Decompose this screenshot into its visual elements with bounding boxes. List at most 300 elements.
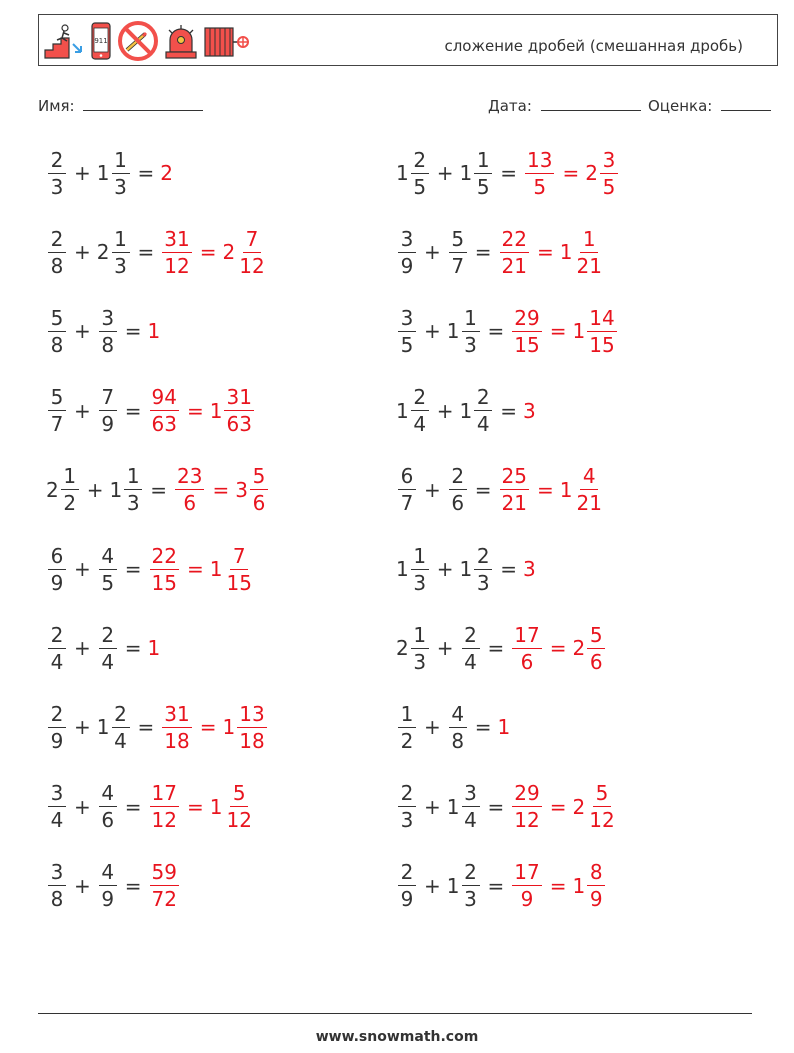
fraction <box>462 781 480 833</box>
date-field <box>488 96 641 115</box>
fraction <box>48 385 66 437</box>
answer-value <box>510 860 543 912</box>
numerator: 3 <box>600 150 618 174</box>
whole-part: 1 <box>446 794 460 819</box>
mixed-number <box>109 464 145 516</box>
mixed-number <box>396 781 418 833</box>
numerator: 25 <box>501 464 527 489</box>
denominator: 15 <box>514 332 540 357</box>
equals-sign: = <box>549 794 567 819</box>
fraction <box>150 543 179 595</box>
fraction <box>162 226 191 278</box>
numerator: 22 <box>151 543 177 568</box>
problem-item <box>396 301 619 361</box>
answer-value <box>209 543 256 595</box>
fraction <box>587 781 616 833</box>
denominator: 18 <box>239 728 265 753</box>
denominator: 21 <box>501 491 527 516</box>
denominator: 5 <box>400 332 414 357</box>
equals-sign: = <box>137 715 155 740</box>
numerator: 29 <box>514 305 540 330</box>
equals-sign: = <box>474 715 492 740</box>
whole-part: 1 <box>459 398 473 423</box>
mixed-number <box>46 385 68 437</box>
stairs-exit-icon <box>43 22 85 60</box>
denominator: 15 <box>151 570 177 595</box>
numerator: 1 <box>580 229 598 253</box>
answer-value <box>222 701 268 753</box>
fraction <box>512 622 541 674</box>
fraction <box>99 860 117 912</box>
mixed-number <box>96 147 132 199</box>
denominator: 2 <box>400 728 414 753</box>
fraction <box>150 781 179 833</box>
denominator: 63 <box>226 412 252 437</box>
numerator: 4 <box>99 783 117 807</box>
plus-sign: + <box>436 161 454 185</box>
whole-part: 2 <box>572 794 586 819</box>
answer-value <box>498 226 531 278</box>
fraction <box>61 464 79 516</box>
equals-sign: = <box>474 477 492 502</box>
numerator: 59 <box>151 860 177 885</box>
fraction <box>449 464 467 516</box>
numerator: 4 <box>99 862 117 886</box>
equals-sign: = <box>186 794 204 819</box>
equals-sign: = <box>562 161 580 185</box>
mixed-number <box>97 860 119 912</box>
fraction <box>411 147 429 199</box>
mixed-number <box>46 226 68 278</box>
fraction <box>150 860 179 912</box>
denominator: 12 <box>151 808 177 833</box>
denominator: 3 <box>50 174 64 199</box>
mixed-number <box>46 781 68 833</box>
denominator: 3 <box>114 253 127 278</box>
problem-item <box>396 381 536 441</box>
fraction <box>162 701 191 753</box>
answer-value <box>559 464 606 516</box>
mixed-number <box>396 860 418 912</box>
numerator: 1 <box>112 150 130 174</box>
denominator: 5 <box>413 174 427 199</box>
mixed-number <box>396 226 418 278</box>
answer-value <box>510 622 543 674</box>
whole-part: 1 <box>109 477 123 502</box>
numerator: 2 <box>48 229 66 253</box>
fraction <box>48 781 66 833</box>
numerator: 22 <box>501 226 527 251</box>
denominator: 9 <box>50 728 64 753</box>
mixed-number <box>447 464 469 516</box>
answer-value <box>209 781 256 833</box>
numerator: 2 <box>48 625 66 649</box>
whole-part: 3 <box>523 557 536 581</box>
numerator: 5 <box>48 308 66 332</box>
answer-value <box>572 622 607 674</box>
numerator: 3 <box>398 308 416 332</box>
fraction <box>398 464 416 516</box>
denominator: 3 <box>464 887 477 912</box>
no-smoking-icon <box>117 20 159 62</box>
grade-field <box>648 96 771 115</box>
mixed-number <box>396 305 418 357</box>
numerator: 1 <box>398 704 416 728</box>
numerator: 5 <box>587 625 605 649</box>
denominator: 5 <box>533 174 547 199</box>
numerator: 31 <box>164 226 190 251</box>
answer-value <box>498 464 531 516</box>
mixed-number <box>396 622 431 674</box>
equals-sign: = <box>500 557 517 581</box>
grade-label: Оценка: <box>648 97 713 115</box>
answer-value <box>585 147 620 199</box>
whole-part: 1 <box>446 319 460 344</box>
denominator: 12 <box>164 253 190 278</box>
answer-value <box>572 781 618 833</box>
whole-part: 1 <box>147 636 161 661</box>
problem-item <box>396 777 619 837</box>
fraction <box>474 385 492 437</box>
fraction <box>99 305 117 357</box>
mixed-number <box>46 147 68 199</box>
equals-sign: = <box>137 240 155 265</box>
denominator: 8 <box>451 728 465 753</box>
denominator: 9 <box>520 887 534 912</box>
mixed-number <box>459 385 495 437</box>
mixed-number <box>46 464 81 516</box>
denominator: 5 <box>602 174 616 199</box>
plus-sign: + <box>424 319 441 344</box>
denominator: 12 <box>226 808 252 833</box>
answer-value <box>148 636 161 660</box>
denominator: 6 <box>183 491 197 516</box>
plus-sign: + <box>74 873 91 898</box>
fraction <box>250 464 268 516</box>
numerator: 14 <box>589 305 615 330</box>
denominator: 4 <box>101 649 115 674</box>
denominator: 4 <box>476 412 490 437</box>
numerator: 8 <box>587 862 605 886</box>
whole-part: 2 <box>222 240 236 265</box>
answer-value <box>572 860 607 912</box>
denominator: 6 <box>520 649 534 674</box>
fraction <box>474 543 492 595</box>
numerator: 4 <box>99 546 117 570</box>
equals-sign: = <box>487 873 505 898</box>
denominator: 15 <box>226 570 252 595</box>
mixed-number <box>46 701 68 753</box>
numerator: 4 <box>449 704 467 728</box>
equals-sign: = <box>536 477 554 502</box>
numerator: 5 <box>250 466 268 490</box>
denominator: 12 <box>589 808 615 833</box>
numerator: 2 <box>48 150 66 174</box>
whole-part: 1 <box>396 161 409 185</box>
mixed-number <box>396 385 431 437</box>
plus-sign: + <box>436 636 454 661</box>
mixed-number <box>446 305 482 357</box>
denominator: 9 <box>400 253 414 278</box>
numerator: 13 <box>527 147 553 172</box>
whole-part: 1 <box>209 794 223 819</box>
fraction <box>99 543 117 595</box>
numerator: 17 <box>151 781 177 806</box>
mixed-number <box>459 543 495 595</box>
plus-sign: + <box>424 477 441 502</box>
answer-value <box>559 226 606 278</box>
denominator: 7 <box>451 253 465 278</box>
fraction <box>512 781 541 833</box>
name-blank <box>83 96 203 111</box>
denominator: 8 <box>101 332 115 357</box>
plus-sign: + <box>86 477 104 502</box>
denominator: 21 <box>501 253 527 278</box>
numerator: 5 <box>230 783 248 807</box>
answer-value <box>148 781 181 833</box>
denominator: 3 <box>400 808 414 833</box>
numerator: 5 <box>593 783 611 807</box>
denominator: 72 <box>151 887 177 912</box>
fraction <box>112 147 130 199</box>
equals-sign: = <box>212 477 230 502</box>
equals-sign: = <box>487 319 505 344</box>
whole-part: 1 <box>396 557 409 581</box>
denominator: 12 <box>514 808 540 833</box>
plus-sign: + <box>424 794 441 819</box>
fraction <box>462 622 480 674</box>
fraction <box>224 543 253 595</box>
plus-sign: + <box>436 398 454 423</box>
whole-part: 1 <box>396 398 409 423</box>
whole-part: 1 <box>446 873 460 898</box>
fraction <box>48 860 66 912</box>
whole-part: 2 <box>585 161 598 185</box>
equals-sign: = <box>124 557 142 581</box>
denominator: 7 <box>50 412 64 437</box>
numerator: 31 <box>226 385 252 410</box>
plus-sign: + <box>424 240 441 265</box>
denominator: 7 <box>400 491 414 516</box>
numerator: 1 <box>61 466 79 490</box>
problem-item <box>46 618 160 678</box>
plus-sign: + <box>436 557 454 581</box>
mixed-number <box>97 622 119 674</box>
denominator: 3 <box>126 491 140 516</box>
numerator: 3 <box>462 783 480 807</box>
equals-sign: = <box>124 319 142 344</box>
denominator: 9 <box>589 887 603 912</box>
answer-value <box>209 385 256 437</box>
numerator: 94 <box>151 385 177 410</box>
footer-url: www.snowmath.com <box>315 1029 479 1045</box>
denominator: 8 <box>50 332 64 357</box>
whole-part: 1 <box>209 398 223 423</box>
date-blank <box>541 96 641 111</box>
fraction <box>411 543 429 595</box>
whole-part: 1 <box>96 715 110 740</box>
numerator: 2 <box>474 546 492 570</box>
denominator: 6 <box>252 491 266 516</box>
equals-sign: = <box>549 873 567 898</box>
denominator: 8 <box>50 253 64 278</box>
fraction <box>48 622 66 674</box>
problem-item <box>46 222 269 282</box>
fire-hose-reel-icon <box>203 22 249 60</box>
whole-part: 1 <box>147 319 161 344</box>
fraction <box>112 701 130 753</box>
fraction <box>449 226 467 278</box>
answer-value <box>173 464 206 516</box>
numerator: 2 <box>112 704 130 728</box>
answer-value <box>160 226 193 278</box>
equals-sign: = <box>137 161 155 185</box>
fraction <box>462 305 480 357</box>
whole-part: 1 <box>459 557 473 581</box>
equals-sign: = <box>186 557 204 581</box>
plus-sign: + <box>74 161 91 185</box>
answer-value <box>572 305 618 357</box>
answer-value <box>222 226 268 278</box>
problem-item <box>396 222 606 282</box>
equals-sign: = <box>474 240 492 265</box>
numerator: 13 <box>239 701 265 726</box>
numerator: 17 <box>514 860 540 885</box>
equals-sign: = <box>124 398 142 423</box>
denominator: 9 <box>50 570 64 595</box>
mixed-number <box>46 622 68 674</box>
numerator: 6 <box>398 466 416 490</box>
numerator: 1 <box>124 466 142 490</box>
denominator: 9 <box>101 412 115 437</box>
fraction <box>411 385 429 437</box>
denominator: 15 <box>589 332 615 357</box>
whole-part: 2 <box>396 636 409 661</box>
mixed-number <box>446 781 482 833</box>
fraction <box>48 305 66 357</box>
denominator: 2 <box>63 491 77 516</box>
numerator: 2 <box>462 862 480 886</box>
denominator: 12 <box>239 253 265 278</box>
mixed-number <box>97 781 119 833</box>
fraction <box>48 543 66 595</box>
equals-sign: = <box>500 398 517 423</box>
fraction <box>525 147 554 199</box>
denominator: 4 <box>464 808 477 833</box>
numerator: 7 <box>243 229 261 253</box>
denominator: 4 <box>50 808 64 833</box>
numerator: 23 <box>177 464 203 489</box>
denominator: 4 <box>464 649 477 674</box>
fraction <box>99 781 117 833</box>
mixed-number <box>96 701 132 753</box>
whole-part: 1 <box>96 161 110 185</box>
numerator: 2 <box>411 387 429 411</box>
whole-part: 1 <box>559 240 573 265</box>
problem-item <box>46 777 256 837</box>
whole-part: 1 <box>459 161 473 185</box>
plus-sign: + <box>74 636 91 661</box>
worksheet-header <box>38 14 778 66</box>
numerator: 1 <box>411 625 429 649</box>
date-label: Дата: <box>488 97 532 115</box>
fraction <box>512 860 541 912</box>
problem-item <box>396 460 606 520</box>
denominator: 9 <box>101 887 115 912</box>
fraction <box>150 385 179 437</box>
numerator: 29 <box>514 781 540 806</box>
problem-item <box>46 539 256 599</box>
denominator: 21 <box>576 491 602 516</box>
problem-item <box>46 460 270 520</box>
mixed-number <box>46 543 68 595</box>
problem-item <box>396 618 607 678</box>
whole-part: 2 <box>96 240 110 265</box>
numerator: 1 <box>411 546 429 570</box>
problem-item <box>46 301 160 361</box>
denominator: 8 <box>50 887 64 912</box>
mixed-number <box>396 701 418 753</box>
mixed-number <box>459 147 495 199</box>
plus-sign: + <box>74 319 91 344</box>
fraction <box>175 464 204 516</box>
plus-sign: + <box>74 240 91 265</box>
fraction <box>398 781 416 833</box>
mixed-number <box>447 226 469 278</box>
answer-value <box>523 147 556 199</box>
fraction <box>587 622 605 674</box>
whole-part: 1 <box>572 873 586 898</box>
fraction <box>587 860 605 912</box>
denominator: 6 <box>451 491 465 516</box>
fraction <box>512 305 541 357</box>
footer-divider <box>38 1013 752 1014</box>
mixed-number <box>97 543 119 595</box>
fraction <box>99 385 117 437</box>
fraction <box>48 147 66 199</box>
mixed-number <box>460 622 482 674</box>
numerator: 2 <box>449 466 467 490</box>
fraction <box>124 464 142 516</box>
numerator: 2 <box>474 387 492 411</box>
fraction <box>398 226 416 278</box>
fraction <box>398 305 416 357</box>
equals-sign: = <box>150 477 167 502</box>
problem-item <box>46 143 173 203</box>
numerator: 4 <box>580 466 598 490</box>
fraction <box>398 860 416 912</box>
equals-sign: = <box>124 794 142 819</box>
equals-sign: = <box>186 398 204 423</box>
name-field <box>38 96 203 115</box>
numerator: 2 <box>411 150 429 174</box>
plus-sign: + <box>74 715 91 740</box>
problem-item <box>396 143 620 203</box>
whole-part: 1 <box>572 319 586 344</box>
problem-item <box>396 697 510 757</box>
numerator: 2 <box>48 704 66 728</box>
numerator: 7 <box>230 546 248 570</box>
mixed-number <box>97 385 119 437</box>
answer-value <box>148 860 181 912</box>
fraction <box>474 147 492 199</box>
equals-sign: = <box>500 161 517 185</box>
equals-sign: = <box>124 636 142 661</box>
whole-part: 2 <box>46 477 59 502</box>
whole-part: 1 <box>559 477 573 502</box>
numerator: 17 <box>514 622 540 647</box>
mixed-number <box>46 860 68 912</box>
